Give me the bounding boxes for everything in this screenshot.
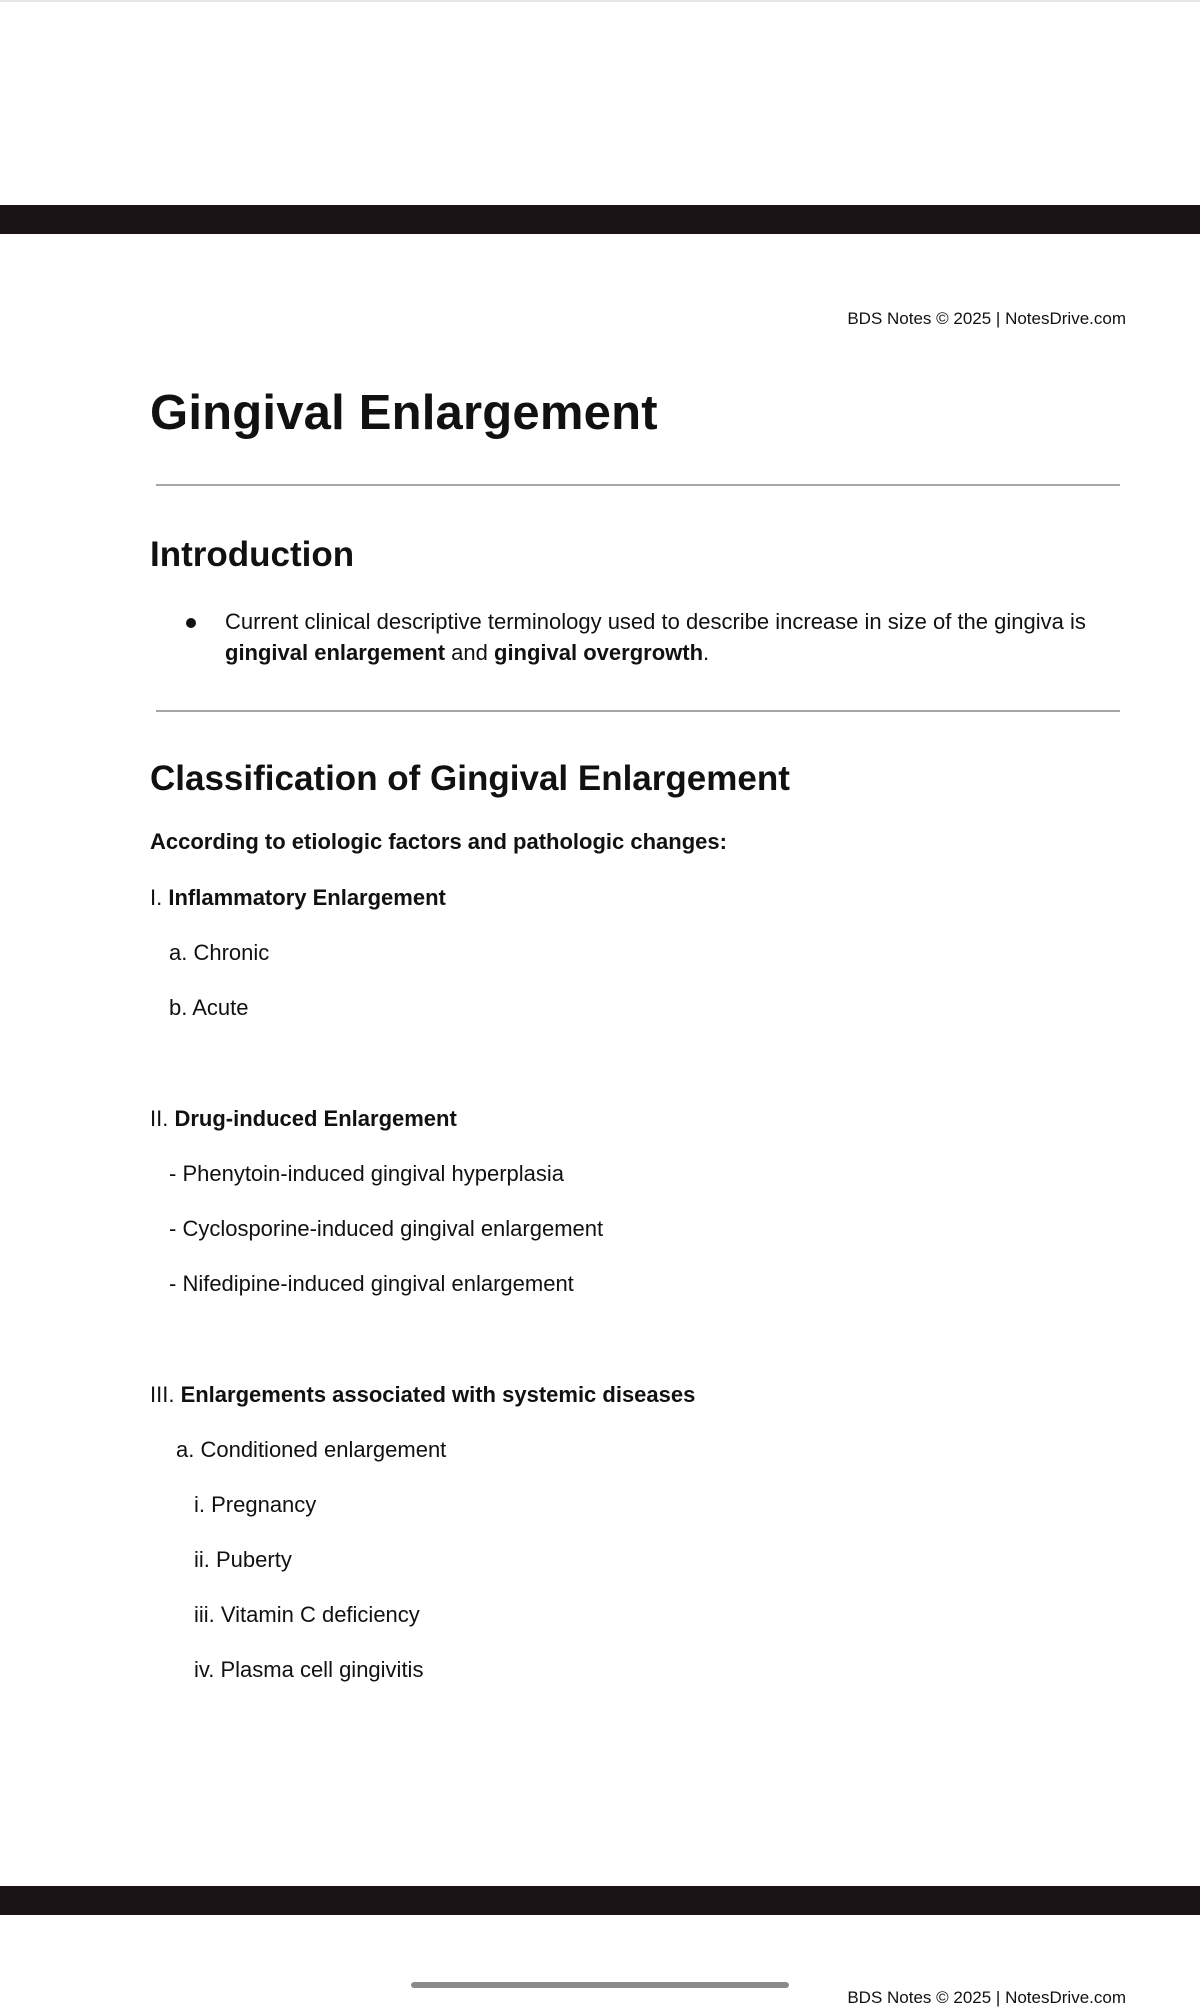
document-page[interactable] [0,234,1200,1886]
page-separator-top [0,205,1200,234]
introduction-list [150,606,1125,668]
sub-heading-conditioned: a. Conditioned enlargement [176,1436,447,1462]
classification-subtitle: According to etiologic factors and pathologic changes: [150,828,727,854]
list-item: Current clinical descriptive terminology used to describe increase in size of the gingiva is gingival enlargement and gingival overgrowth. [186,606,1125,668]
divider [156,710,1120,712]
list-item: - Nifedipine-induced gingival enlargement [169,1270,574,1296]
list-item: - Phenytoin-induced gingival hyperplasia [169,1160,565,1186]
page-separator-bottom [0,1886,1200,1915]
classification-heading: Classification of Gingival Enlargement [150,758,790,798]
top-edge [0,0,1200,2]
home-indicator[interactable] [411,1982,789,1988]
group-heading-drug-induced: II. Drug-induced Enlargement [150,1105,457,1131]
divider [156,484,1120,486]
list-item: a. Chronic [169,939,270,965]
list-item: iv. Plasma cell gingivitis [194,1656,424,1682]
page-title: Gingival Enlargement [150,386,658,440]
introduction-heading: Introduction [150,534,355,574]
page-content [150,384,1125,1685]
list-item: b. Acute [169,994,249,1020]
footer-note: BDS Notes © 2025 | NotesDrive.com [847,1988,1126,2007]
list-item: iii. Vitamin C deficiency [194,1601,420,1627]
group-heading-systemic: III. Enlargements associated with systemic diseases [150,1381,696,1407]
header-note: BDS Notes © 2025 | NotesDrive.com [847,309,1126,328]
list-item: ii. Puberty [194,1546,292,1572]
group-heading-inflammatory: I. Inflammatory Enlargement [150,884,446,910]
list-item: - Cyclosporine-induced gingival enlargement [169,1215,604,1241]
list-item: i. Pregnancy [194,1491,317,1517]
bullet-icon [186,618,196,628]
